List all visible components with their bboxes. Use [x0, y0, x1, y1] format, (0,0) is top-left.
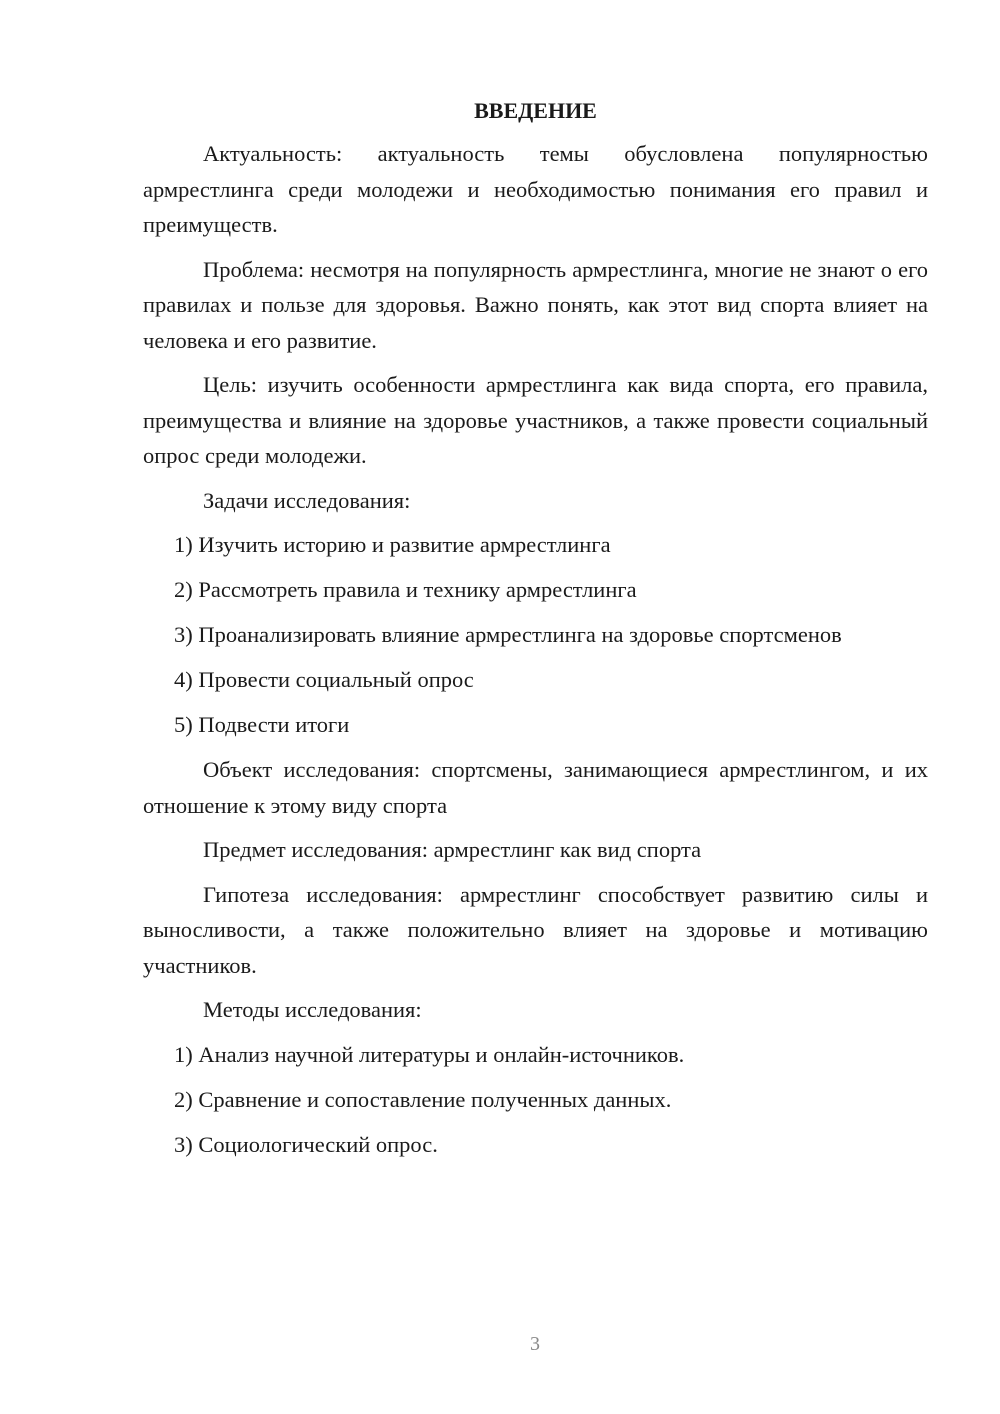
relevance-paragraph: Актуальность: актуальность темы обусловлена популярностью армрестлинга среди молодежи и необходимостью понимания его правил и преимуществ. — [143, 141, 928, 237]
methods-list — [143, 1037, 928, 1163]
list-item: 3) Проанализировать влияние армрестлинга на здоровье спортсменов — [174, 622, 842, 647]
list-item: 2) Сравнение и сопоставление полученных данных. — [174, 1086, 672, 1112]
subject-paragraph: Предмет исследования: армрестлинг как вид спорта — [203, 837, 702, 862]
list-item: 2) Рассмотреть правила и технику армрестлинга — [174, 577, 637, 602]
list-item: 1) Анализ научной литературы и онлайн-источников. — [174, 1041, 685, 1067]
problem-paragraph: Проблема: несмотря на популярность армрестлинга, многие не знают о его правилах и пользе для здоровья. Важно понять, как этот вид спорта влияет на человека и его развитие. — [143, 256, 928, 353]
section-title: ВВЕДЕНИЕ — [474, 98, 597, 123]
list-item: 1) Изучить историю и развитие армрестлинга — [174, 532, 611, 557]
page-number: 3 — [530, 1333, 540, 1355]
document-body — [143, 96, 928, 1172]
list-item: 5) Подвести итоги — [174, 712, 350, 737]
methods-heading: Методы исследования: — [203, 997, 422, 1022]
list-item: 4) Провести социальный опрос — [174, 667, 474, 692]
hypothesis-paragraph: Гипотеза исследования: армрестлинг способствует развитию силы и выносливости, а также положительно влияет на здоровье и мотивацию участников. — [143, 881, 928, 978]
tasks-heading: Задачи исследования: — [203, 487, 411, 513]
list-item: 3) Социологический опрос. — [174, 1131, 438, 1157]
tasks-list — [143, 527, 928, 743]
goal-paragraph: Цель: изучить особенности армрестлинга как вида спорта, его правила, преимущества и влияние на здоровье участников, а также провести социальный опрос среди молодежи. — [143, 372, 928, 468]
object-paragraph: Объект исследования: спортсмены, занимающиеся армрестлингом, и их отношение к этому виду спорта — [143, 757, 928, 818]
